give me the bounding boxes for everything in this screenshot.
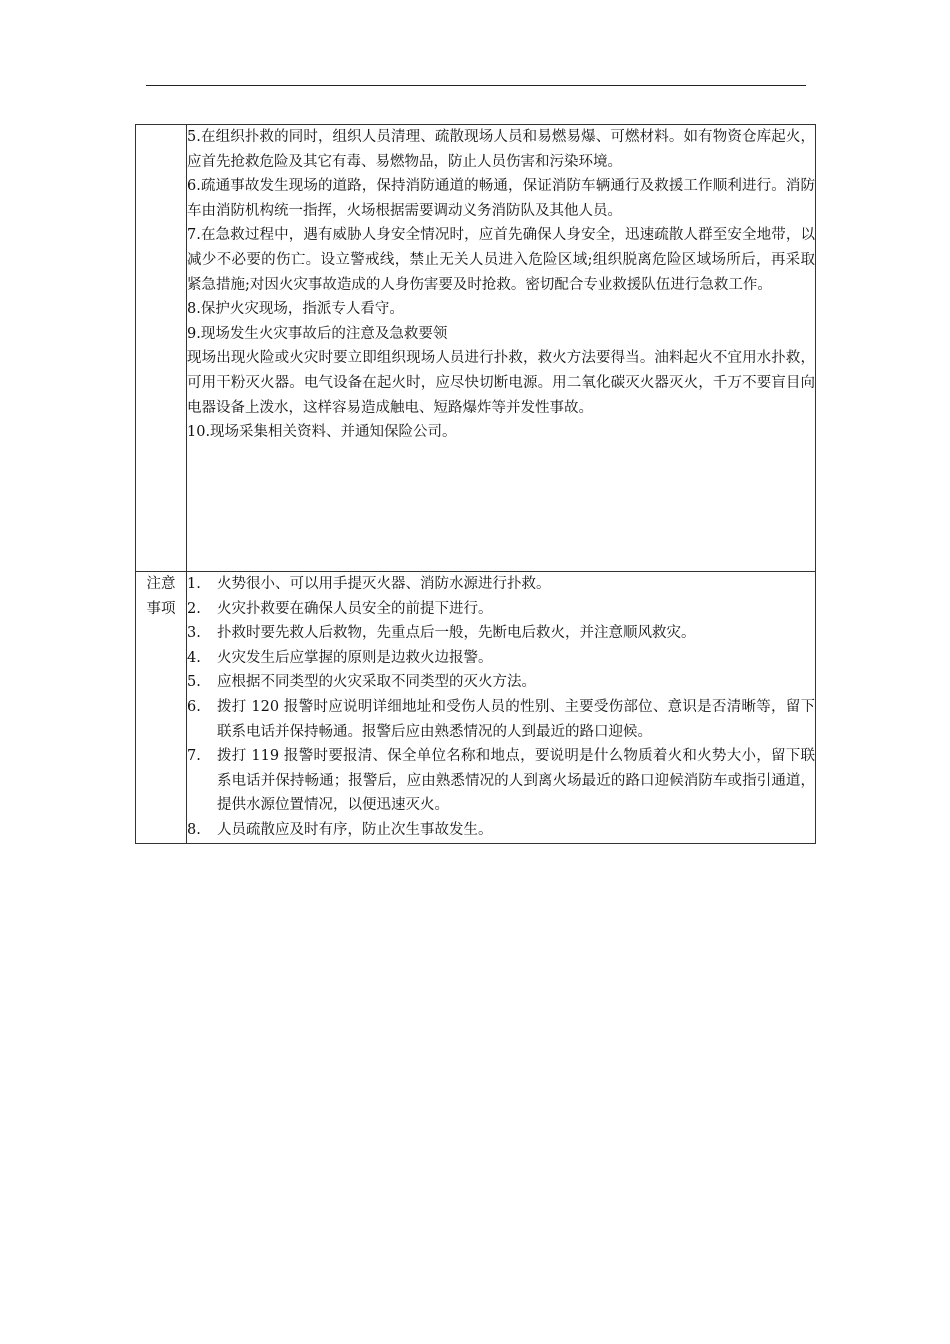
procedure-paragraph-10: 10.现场采集相关资料、并通知保险公司。 (187, 424, 457, 441)
list-item (187, 572, 815, 597)
table-row-procedures (136, 125, 816, 572)
list-item-number: 1. (187, 576, 201, 592)
table-row-notes (136, 572, 816, 844)
list-item (187, 621, 815, 646)
list-item-text: 拨打 119 报警时要报清、保全单位名称和地点，要说明是什么物质着火和火势大小，留下联系电话并保持畅通；报警后，应由熟悉情况的人到离火场最近的路口迎候消防车或指引通道，提供水源位置情况，以便迅速灭火。 (217, 748, 815, 814)
list-item-text: 人员疏散应及时有序，防止次生事故发生。 (217, 821, 493, 838)
list-item (187, 597, 815, 622)
list-item-number: 4. (187, 649, 201, 666)
notes-cell (187, 572, 816, 844)
list-item (187, 646, 815, 671)
list-item (187, 744, 815, 818)
list-item (187, 818, 815, 843)
list-item-text: 拨打 120 报警时应说明详细地址和受伤人员的性别、主要受伤部位、意识是否清晰等，留下联系电话并保持畅通。报警后应由熟悉情况的人到最近的路口迎候。 (217, 698, 815, 740)
procedure-paragraph-6: 6.疏通事故发生现场的道路，保持消防通道的畅通，保证消防车辆通行及救援工作顺利进行。消防车由消防机构统一指挥，火场根据需要调动义务消防队及其他人员。 (187, 178, 815, 219)
list-item-text: 火灾发生后应掌握的原则是边救火边报警。 (217, 649, 493, 666)
list-item (187, 695, 815, 744)
notes-label-line1: 注意 (146, 576, 176, 592)
notes-label-cell (136, 572, 187, 844)
procedures-cell (187, 125, 816, 572)
procedure-table (135, 124, 816, 844)
list-item-number: 7. (187, 748, 201, 765)
list-item-number: 5. (187, 674, 201, 691)
list-item (187, 670, 815, 695)
notes-label (136, 572, 186, 621)
list-item-number: 3. (187, 625, 201, 642)
header-rule (146, 85, 806, 86)
list-item-number: 6. (187, 698, 201, 715)
procedure-paragraph-5: 5.在组织扑救的同时，组织人员清理、疏散现场人员和易燃易爆、可燃材料。如有物资仓库起火，应首先抢救危险及其它有毒、易燃物品，防止人员伤害和污染环境。 (187, 129, 815, 170)
list-item-number: 8. (187, 821, 201, 838)
list-item-number: 2. (187, 600, 201, 617)
list-item-text: 应根据不同类型的火灾采取不同类型的灭火方法。 (217, 674, 536, 691)
row-label-empty (136, 125, 187, 572)
list-item-text: 扑救时要先救人后救物，先重点后一般，先断电后救火，并注意顺风救灾。 (217, 625, 696, 642)
notes-list (187, 572, 815, 843)
notes-label-line2: 事项 (146, 600, 176, 617)
procedure-paragraph-7: 7.在急救过程中，遇有威胁人身安全情况时，应首先确保人身安全，迅速疏散人群至安全地带，以减少不必要的伤亡。设立警戒线，禁止无关人员进入危险区域;组织脱离危险区域场所后，再采取紧急措施;对因火灾事故造成的人身伤害要及时抢救。密切配合专业救援队伍进行急救工作。 (187, 227, 815, 293)
procedure-paragraph-9-heading: 9.现场发生火灾事故后的注意及急救要领 (187, 325, 448, 342)
list-item-text: 火势很小、可以用手提灭火器、消防水源进行扑救。 (217, 576, 551, 592)
procedure-paragraph-9-body: 现场出现火险或火灾时要立即组织现场人员进行扑救，救火方法要得当。油料起火不宜用水扑救，可用干粉灭火器。电气设备在起火时，应尽快切断电源。用二氧化碳灭火器灭火，千万不要盲目向电器设备上泼水，这样容易造成触电、短路爆炸等并发性事故。 (187, 350, 815, 416)
list-item-text: 火灾扑救要在确保人员安全的前提下进行。 (217, 600, 493, 617)
procedure-paragraph-8: 8.保护火灾现场，指派专人看守。 (187, 301, 404, 318)
